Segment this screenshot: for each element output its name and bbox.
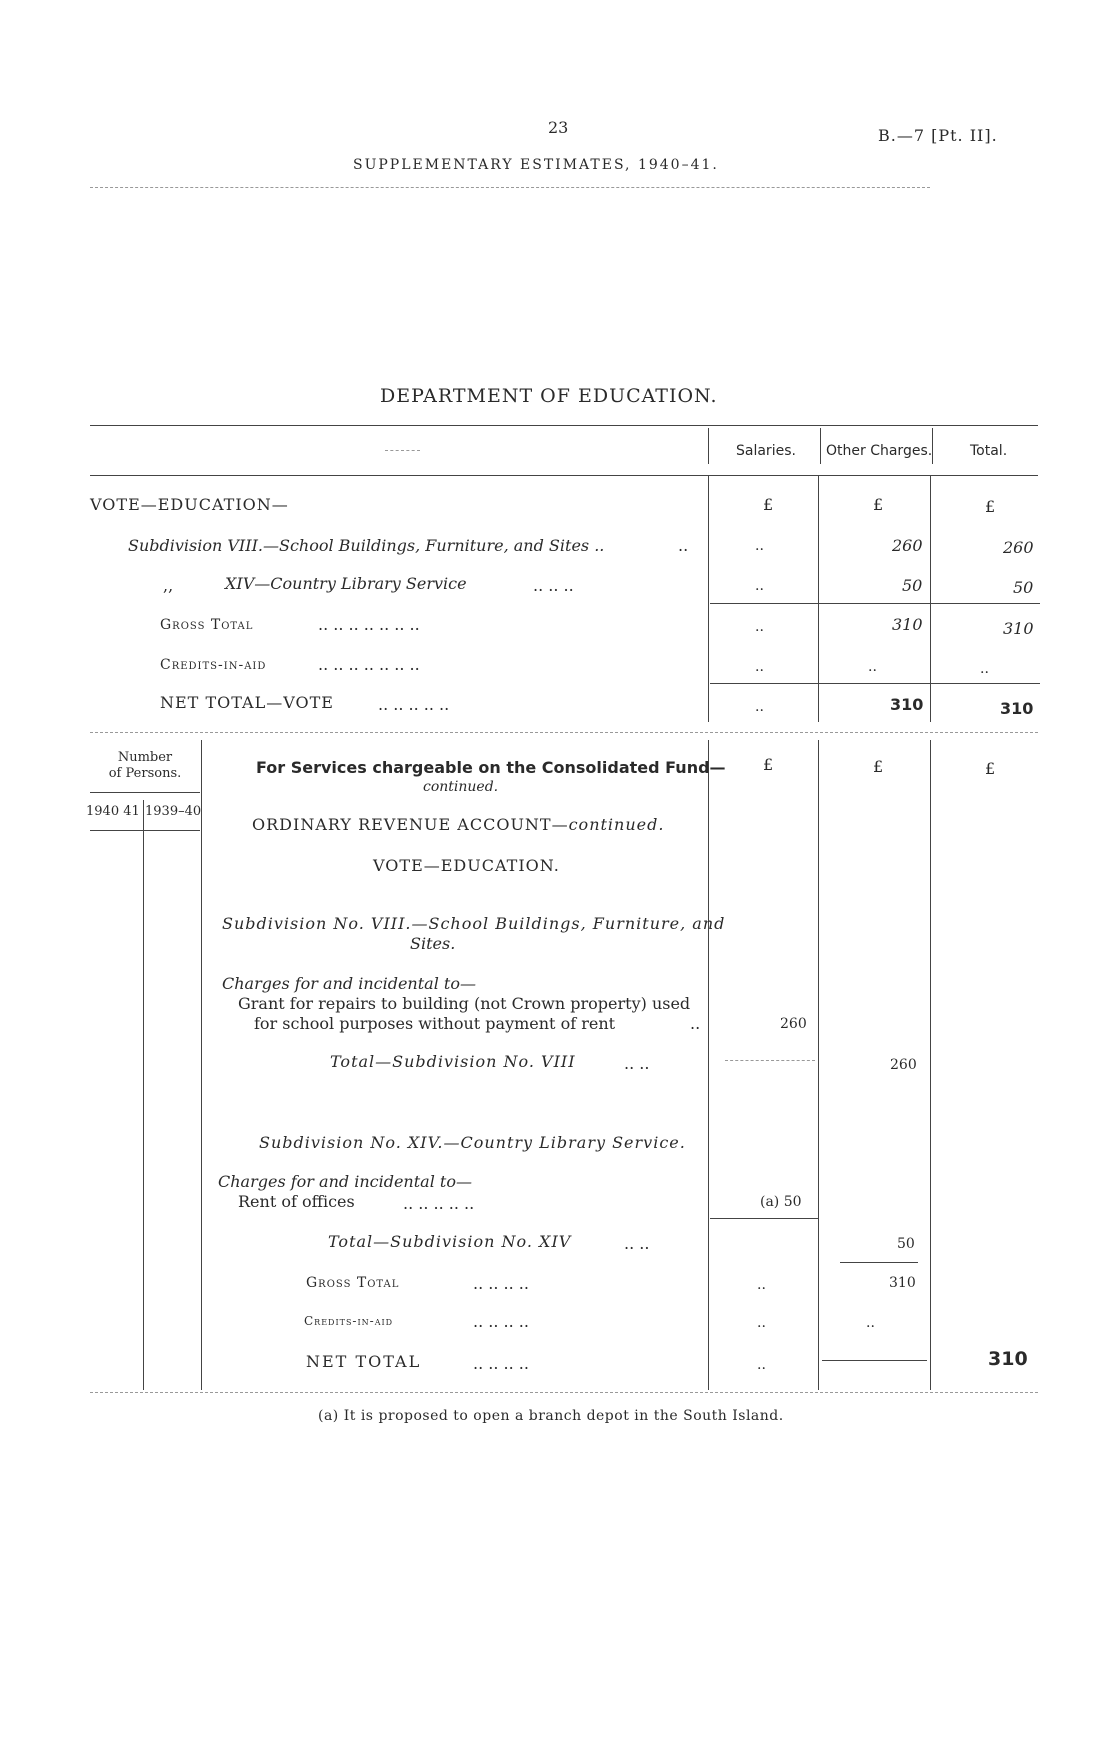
sub8-total-label: Total—Subdivision No. VIII — [330, 1052, 576, 1071]
services-continued: continued. — [423, 779, 499, 795]
detail-net-dots: .. .. .. .. — [473, 1354, 529, 1373]
detail-gross-col1: .. — [757, 1277, 766, 1293]
summary-bottom-rule — [90, 732, 1038, 733]
summary-row-other: 310 — [890, 695, 924, 714]
summary-row-total: 310 — [1000, 699, 1034, 718]
summary-row-other: 50 — [902, 576, 923, 595]
persons-header-line2: of Persons. — [108, 766, 182, 781]
summary-row-other: 260 — [892, 536, 923, 555]
persons-header-rule — [90, 792, 200, 793]
detail-bottom-rule — [90, 1392, 1038, 1393]
persons-header-line1: Number — [117, 750, 173, 765]
footnote: (a) It is proposed to open a branch depot in the South Island. — [318, 1408, 784, 1424]
summary-row-total: 260 — [1003, 538, 1034, 557]
detail-currency-3: £ — [985, 759, 996, 778]
sub14-total-dots: .. .. — [624, 1234, 650, 1253]
sub8-total-rule — [725, 1060, 815, 1061]
header-rule — [90, 187, 930, 188]
summary-row-label: NET TOTAL—VOTE — [160, 693, 334, 712]
sub14-item-dots: .. .. .. .. .. — [403, 1194, 475, 1213]
summary-row-total: 310 — [1003, 619, 1034, 638]
column-header-total: Total. — [970, 443, 1008, 459]
page-number: 23 — [548, 118, 569, 137]
sub14-total-amount: 50 — [897, 1236, 915, 1252]
detail-currency-1: £ — [763, 755, 774, 774]
sub14-total-label: Total—Subdivision No. XIV — [328, 1232, 572, 1251]
summary-col-rule-3 — [930, 476, 931, 722]
detail-credits-col2: .. — [866, 1315, 875, 1331]
column-header-other-charges: Other Charges. — [826, 443, 933, 459]
summary-row-salaries: .. — [755, 619, 764, 635]
summary-row-salaries: .. — [755, 699, 764, 715]
summary-row-label: XIV—Country Library Service — [225, 574, 467, 593]
summary-net-rule — [710, 683, 1040, 684]
summary-top-rule — [90, 425, 1038, 426]
summary-row-dots: .. — [678, 536, 689, 555]
persons-right-rule — [201, 740, 202, 1390]
page-subtitle: SUPPLEMENTARY ESTIMATES, 1940–41. — [353, 157, 719, 173]
summary-row-dots: .. .. .. .. .. — [378, 695, 450, 714]
detail-credits-label: Credits-in-aid — [304, 1314, 394, 1328]
sub8-total-dots: .. .. — [624, 1054, 650, 1073]
sub8-item-line1: Grant for repairs to building (not Crown property) used — [238, 994, 691, 1013]
summary-subtotal-rule — [710, 603, 1040, 604]
summary-row-other: .. — [868, 659, 877, 675]
sub8-item-dots: .. — [690, 1014, 701, 1033]
account-heading: ORDINARY REVENUE ACCOUNT—continued. — [252, 815, 665, 834]
summary-header-dash — [385, 450, 420, 451]
summary-row-salaries: .. — [755, 578, 764, 594]
col-sep-2 — [820, 428, 821, 464]
sub8-charges-label: Charges for and incidental to— — [222, 974, 476, 993]
detail-gross-amount: 310 — [889, 1275, 916, 1291]
detail-credits-dots: .. .. .. .. — [473, 1312, 529, 1331]
summary-col-rule-2 — [818, 476, 819, 722]
summary-currency-salaries: £ — [763, 495, 774, 514]
detail-currency-2: £ — [873, 757, 884, 776]
summary-row-salaries: .. — [755, 659, 764, 675]
summary-row-dots: .. .. .. — [533, 576, 574, 595]
detail-net-col1: .. — [757, 1357, 766, 1373]
net-rule — [822, 1360, 927, 1361]
detail-col-rule-1 — [708, 740, 709, 1390]
summary-col-rule-1 — [708, 476, 709, 722]
col-sep-1 — [708, 428, 709, 464]
sub14-charges-label: Charges for and incidental to— — [218, 1172, 472, 1191]
sub14-heading: Subdivision No. XIV.—Country Library Service. — [259, 1133, 686, 1152]
department-title: DEPARTMENT OF EDUCATION. — [380, 385, 718, 407]
document-reference: B.—7 [Pt. II]. — [878, 126, 998, 145]
sub14-total-rule — [710, 1218, 818, 1219]
summary-row-label: Subdivision VIII.—School Buildings, Furniture, and Sites .. — [128, 536, 605, 555]
summary-row-salaries: .. — [755, 538, 764, 554]
summary-row-label: Gross Total — [160, 617, 254, 633]
sub14-item-amount: (a) 50 — [760, 1194, 802, 1210]
summary-row-dots: .. .. .. .. .. .. .. — [318, 655, 420, 674]
detail-col-rule-2 — [818, 740, 819, 1390]
detail-gross-dots: .. .. .. .. — [473, 1274, 529, 1293]
summary-currency-other: £ — [873, 495, 884, 514]
column-header-salaries: Salaries. — [736, 443, 796, 459]
summary-row-ditto: ,, — [163, 576, 174, 595]
sub8-item-line2: for school purposes without payment of rent — [254, 1014, 616, 1033]
detail-net-label: NET TOTAL — [306, 1352, 422, 1371]
summary-header-rule — [90, 475, 1038, 476]
services-heading: For Services chargeable on the Consolidated Fund— — [256, 758, 726, 777]
persons-mid-rule — [143, 800, 144, 1390]
summary-row-total: .. — [980, 661, 989, 677]
summary-row-total: 50 — [1013, 578, 1034, 597]
detail-credits-col1: .. — [757, 1315, 766, 1331]
sub8-total-amount: 260 — [890, 1057, 917, 1073]
sub8-heading-cont: Sites. — [410, 934, 456, 953]
gross-rule — [840, 1262, 918, 1263]
persons-year-previous: 1939–40 — [145, 804, 202, 819]
sub8-heading: Subdivision No. VIII.—School Buildings, Furniture, and — [222, 914, 726, 933]
sub14-item: Rent of offices — [238, 1192, 355, 1211]
persons-year-current: 1940 41 — [86, 804, 140, 819]
summary-currency-total: £ — [985, 497, 996, 516]
summary-vote-heading: VOTE—EDUCATION— — [90, 495, 289, 514]
sub8-item-amount: 260 — [780, 1016, 807, 1032]
detail-col-rule-3 — [930, 740, 931, 1390]
persons-year-rule — [90, 830, 200, 831]
summary-row-other: 310 — [892, 615, 923, 634]
detail-gross-label: Gross Total — [306, 1275, 400, 1291]
summary-row-label: Credits-in-aid — [160, 657, 267, 673]
summary-row-dots: .. .. .. .. .. .. .. — [318, 615, 420, 634]
detail-net-amount: 310 — [988, 1348, 1028, 1370]
detail-vote-heading: VOTE—EDUCATION. — [373, 856, 560, 875]
